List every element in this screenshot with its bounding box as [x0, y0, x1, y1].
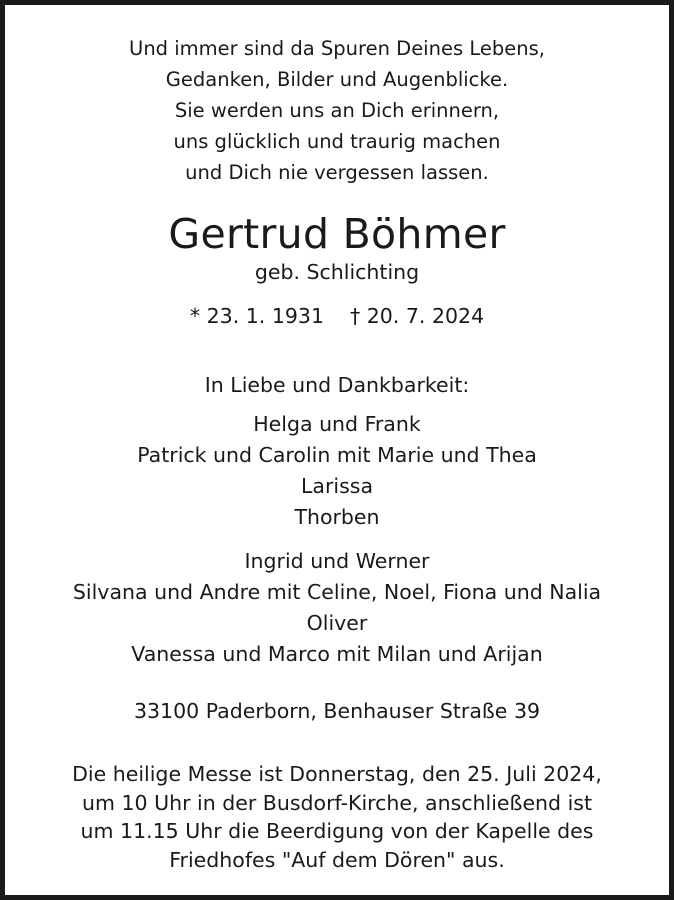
mourner-line: Vanessa und Marco mit Milan und Arijan: [131, 642, 543, 666]
mourner-line: Larissa: [300, 474, 374, 498]
poem-line: und Dich nie vergessen lassen.: [185, 161, 489, 184]
mourner-line: Silvana und Andre mit Celine, Noel, Fiona und Nalia: [72, 580, 602, 604]
mourners-intro: In Liebe und Dankbarkeit:: [204, 373, 470, 397]
poem-line: Sie werden uns an Dich erinnern,: [174, 99, 500, 122]
mourner-line: Helga und Frank: [253, 412, 421, 436]
service-line: um 11.15 Uhr die Beerdigung von der Kapelle des: [80, 819, 594, 843]
maiden-name: geb. Schlichting: [254, 260, 420, 284]
mourner-line: Oliver: [306, 611, 368, 635]
service-line: um 10 Uhr in der Busdorf-Kirche, anschließend ist: [82, 790, 592, 815]
mourner-line: Ingrid und Werner: [244, 549, 430, 573]
poem-line: uns glücklich und traurig machen: [173, 130, 501, 153]
memorial-poem: [5, 33, 669, 188]
mourner-line: Thorben: [294, 505, 380, 529]
poem-line: Und immer sind da Spuren Deines Lebens,: [129, 37, 545, 60]
deceased-name: Gertrud Böhmer: [168, 210, 506, 258]
family-address: 33100 Paderborn, Benhauser Straße 39: [133, 699, 541, 723]
mourner-line: Patrick und Carolin mit Marie und Thea: [137, 443, 537, 467]
poem-line: Gedanken, Bilder und Augenblicke.: [165, 68, 509, 91]
life-dates: [5, 300, 669, 332]
mourners-group-1: [5, 409, 669, 533]
mourners-group-2: [5, 546, 669, 670]
death-date: † 20. 7. 2024: [350, 304, 485, 328]
birth-date: * 23. 1. 1931: [189, 304, 324, 328]
funeral-service-info: [5, 760, 669, 874]
service-line: Die heilige Messe ist Donnerstag, den 25. Juli 2024,: [72, 762, 602, 786]
service-line: Friedhofes "Auf dem Dören" aus.: [169, 847, 505, 872]
